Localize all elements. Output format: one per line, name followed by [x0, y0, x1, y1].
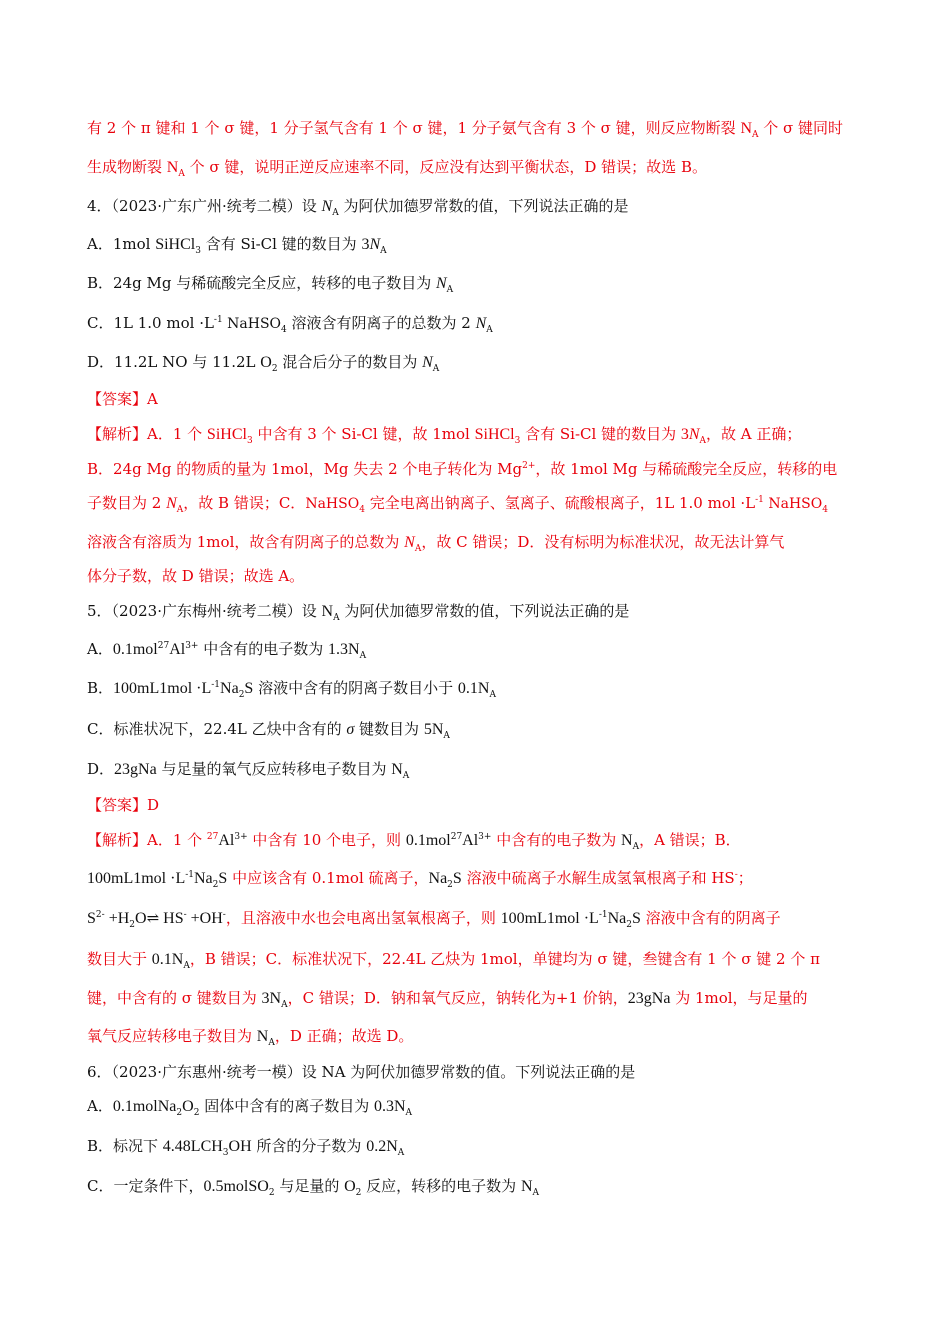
question-4-option-d: D．11.2L NO 与 11.2L $O_2$ 混合后分子的数目为 $N_A$ [87, 353, 440, 374]
question-4-explanation: 【解析】A．1 个 SiHCl$_3$ 中含有 3 个 Si-Cl 键，故 1mol SiHCl$_3$ 含有 Si-Cl 键的数目为 $3N_A$，故 A 正确； [87, 425, 802, 446]
question-5-option-b: B．$100mL1mol \cdot L^{-1}Na_2S$ 溶液中含有的阴离子数目小于 $0.1N_A$ [87, 679, 496, 700]
question-5-explanation: 数目大于 $0.1N_A$，B 错误；C．标准状况下，22.4L 乙炔为 1mol，单键均为 σ 键，叁键含有 1 个 σ 键 2 个 π [87, 950, 820, 971]
question-6-option-b: B．标况下 $4.48LCH_3OH$ 所含的分子数为 $0.2N_A$ [87, 1137, 405, 1158]
question-6-option-a: A．$0.1molNa_2O_2$ 固体中含有的离子数目为 $0.3N_A$ [87, 1097, 413, 1118]
question-5-option-d: D．23gNa 与足量的氧气反应转移电子数目为 $N_A$ [87, 760, 410, 781]
question-4-option-c: C．1L 1.0 mol $\cdot L^{-1}$ NaHSO$_4$ 溶液含有阴离子的总数为 2 $N_A$ [87, 314, 493, 335]
question-4-explanation: 溶液含有溶质为 1mol，故含有阴离子的总数为 $N_A$，故 C 错误；D．没有标明为标准状况，故无法计算气 [87, 533, 785, 554]
question-5-answer: 【答案】D [87, 796, 160, 814]
question-5-explanation: $S^{2-}$ $+H_2O\rightleftharpoons$ HS- +OH-，且溶液中水也会电离出氢氧根离子，则 $100mL1mol \cdot L^{-1}Na_2S$ 溶液中含有的阴离子 [87, 909, 781, 930]
question-5-explanation: 键，中含有的 σ 键数目为 $3N_A$，C 错误；D．钠和氧气反应，钠转化为+1 价钠，23gNa 为 1mol，与足量的 [87, 989, 808, 1010]
question-5-explanation: 氧气反应转移电子数目为 $N_A$，D 正确；故选 D。 [87, 1027, 414, 1048]
question-4-option-a: A．1mol SiHCl$_3$ 含有 Si-Cl 键的数目为 $3N_A$ [87, 235, 387, 256]
question-5-stem: 5．（2023·广东梅州·统考二模）设 $N_A$ 为阿伏加德罗常数的值，下列说法正确的是 [87, 602, 630, 623]
question-4-option-b: B．24g Mg 与稀硫酸完全反应，转移的电子数目为 $N_A$ [87, 274, 454, 295]
question-4-explanation: 子数目为 2 $N_A$，故 B 错误；C．NaHSO$_4$ 完全电离出钠离子、氢离子、硫酸根离子，1L 1.0 mol $\cdot L^{-1}$ NaHSO$_4$ [87, 494, 828, 515]
text-line: 有 2 个 π 键和 1 个 σ 键，1 分子氢气含有 1 个 σ 键，1 分子氨气含有 3 个 σ 键，则反应物断裂 $N_A$ 个 σ 键同时 [87, 119, 844, 140]
text-line: 生成物断裂 $N_A$ 个 σ 键，说明正逆反应速率不同，反应没有达到平衡状态，D 错误；故选 B。 [87, 158, 707, 179]
question-6-stem: 6．（2023·广东惠州·统考一模）设 NA 为阿伏加德罗常数的值。下列说法正确的是 [87, 1063, 636, 1081]
question-4-explanation: B．24g Mg 的物质的量为 1mol，Mg 失去 2 个电子转化为 $Mg^{2+}$，故 1mol Mg 与稀硫酸完全反应，转移的电 [87, 460, 838, 478]
question-5-explanation: 【解析】A．1 个 $^{27}Al^{3+}$ 中含有 10 个电子，则 $0.1mol^{27}Al^{3+}$ 中含有的电子数为 $N_A$，A 错误；B． [87, 831, 741, 852]
question-4-answer: 【答案】A [87, 390, 158, 408]
question-4-stem: 4．（2023·广东广州·统考二模）设 $N_A$ 为阿伏加德罗常数的值，下列说法正确的是 [87, 197, 629, 218]
question-6-option-c: C．一定条件下，0.5molSO$_2$ 与足量的 $O_2$ 反应，转移的电子数为 $N_A$ [87, 1177, 540, 1198]
question-5-explanation: $100mL1mol \cdot L^{-1}Na_2S$ 中应该含有 0.1mol 硫离子，$Na_2S$ 溶液中硫离子水解生成氢氧根离子和 HS-； [87, 869, 753, 890]
question-5-option-a: A．$0.1mol^{27}Al^{3+}$ 中含有的电子数为 $1.3N_A$ [87, 640, 367, 661]
question-5-option-c: C．标准状况下，22.4L 乙炔中含有的 σ 键数目为 $5N_A$ [87, 720, 450, 741]
question-4-explanation: 体分子数，故 D 错误；故选 A。 [87, 567, 305, 585]
